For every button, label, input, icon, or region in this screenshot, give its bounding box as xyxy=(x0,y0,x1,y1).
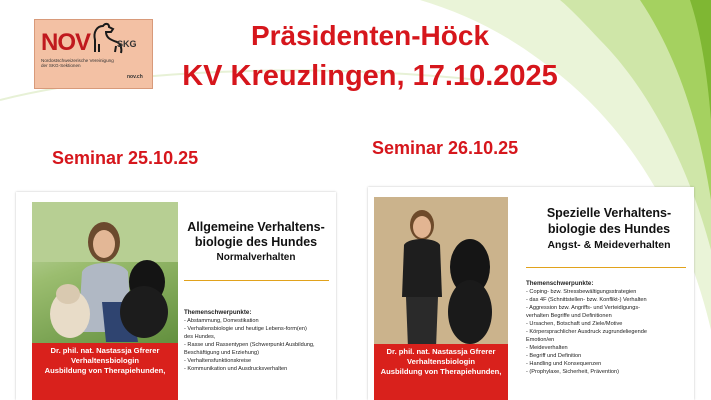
page-subtitle: KV Kreuzlingen, 17.10.2025 xyxy=(182,60,558,92)
speaker-name: Dr. phil. nat. Nastassja Gfrerer xyxy=(386,347,496,356)
topic-item: - Rasse und Rassentypen (Schwerpunkt Ausbildung, xyxy=(184,342,315,348)
seminar-2-topics xyxy=(526,280,686,376)
topic-item: Beschäftigung und Erziehung) xyxy=(184,350,259,356)
topic-item: - Aggression bzw. Angriffs- und Verteidigungs- xyxy=(526,305,641,311)
topic-item: - Handling und Konsequenzen xyxy=(526,361,602,367)
topic-item: verhalten Begriffe und Definitionen xyxy=(526,313,612,319)
divider xyxy=(184,280,329,281)
photo-illustration-1 xyxy=(32,202,178,352)
topic-item: - Verhaltensbiologie und heutige Lebens-form(en) xyxy=(184,326,307,332)
topic-item: - Verhaltensfunktionskreise xyxy=(184,358,252,364)
seminar-1-title-line1: Allgemeine Verhaltens- xyxy=(187,220,325,234)
seminar-2-title xyxy=(514,205,694,253)
topic-item: Emotion/en xyxy=(526,337,555,343)
topic-item: - Abstammung, Domestikation xyxy=(184,318,259,324)
topic-item: - Körpersprachlicher Ausdruck zugrundeliegende xyxy=(526,329,647,335)
seminar-1-title xyxy=(166,220,336,265)
topic-item: des Hundes, xyxy=(184,334,216,340)
speaker-photo-1 xyxy=(32,202,178,352)
logo-url: nov.ch xyxy=(127,74,143,80)
seminar-2-subtitle: Angst- & Meideverhalten xyxy=(547,239,671,251)
topics-heading: Themenschwerpunkte: xyxy=(526,280,594,287)
logo-brand: NOV xyxy=(41,29,91,56)
seminar-1-title-line2: biologie des Hundes xyxy=(194,235,318,249)
speaker-detail: Ausbildung von Therapiehunden, xyxy=(380,367,502,376)
speaker-detail: Ausbildung von Therapiehunden, xyxy=(44,366,166,375)
divider xyxy=(526,267,686,268)
logo-subtitle: Nordostschweizerische Vereinigung der SKG-Sektionen xyxy=(41,58,114,69)
logo-org: SKG xyxy=(117,39,137,49)
topic-item: - Begriff und Definition xyxy=(526,353,582,359)
seminar-2-title-line1: Spezielle Verhaltens- xyxy=(546,206,672,220)
seminar-1-flyer xyxy=(16,192,336,400)
seminar-1-topics xyxy=(184,309,336,373)
topic-item: - Coping- bzw. Stressbewältigungsstrategien xyxy=(526,289,637,295)
speaker-box-2 xyxy=(374,344,508,400)
photo-illustration-2 xyxy=(374,197,508,348)
page-title: Präsidenten-Höck xyxy=(250,20,490,51)
speaker-box-1 xyxy=(32,343,178,400)
speaker-role: Verhaltensbiologin xyxy=(71,356,139,365)
seminar-2-flyer xyxy=(368,187,694,400)
topic-item: - Ursachen, Botschaft und Ziele/Motive xyxy=(526,321,623,327)
speaker-role: Verhaltensbiologin xyxy=(407,357,475,366)
seminar-2-label: Seminar 26.10.25 xyxy=(372,138,519,158)
seminar-1-subtitle: Normalverhalten xyxy=(216,252,296,263)
seminar-2-title-line2: biologie des Hundes xyxy=(547,222,671,236)
topic-item: - Meideverhalten xyxy=(526,345,568,351)
topics-heading: Themenschwerpunkte: xyxy=(184,309,252,316)
topic-item: - Kommunikation und Ausdrucksverhalten xyxy=(184,366,288,372)
topic-item: - (Prophylaxe, Sicherheit, Prävention) xyxy=(526,369,619,375)
seminar-1-label: Seminar 25.10.25 xyxy=(52,148,199,168)
speaker-photo-2 xyxy=(374,197,508,348)
speaker-name: Dr. phil. nat. Nastassja Gfrerer xyxy=(50,346,160,355)
topic-item: - das 4F (Schnittstellen- bzw. Konflikt-) Verhalten xyxy=(526,297,647,303)
